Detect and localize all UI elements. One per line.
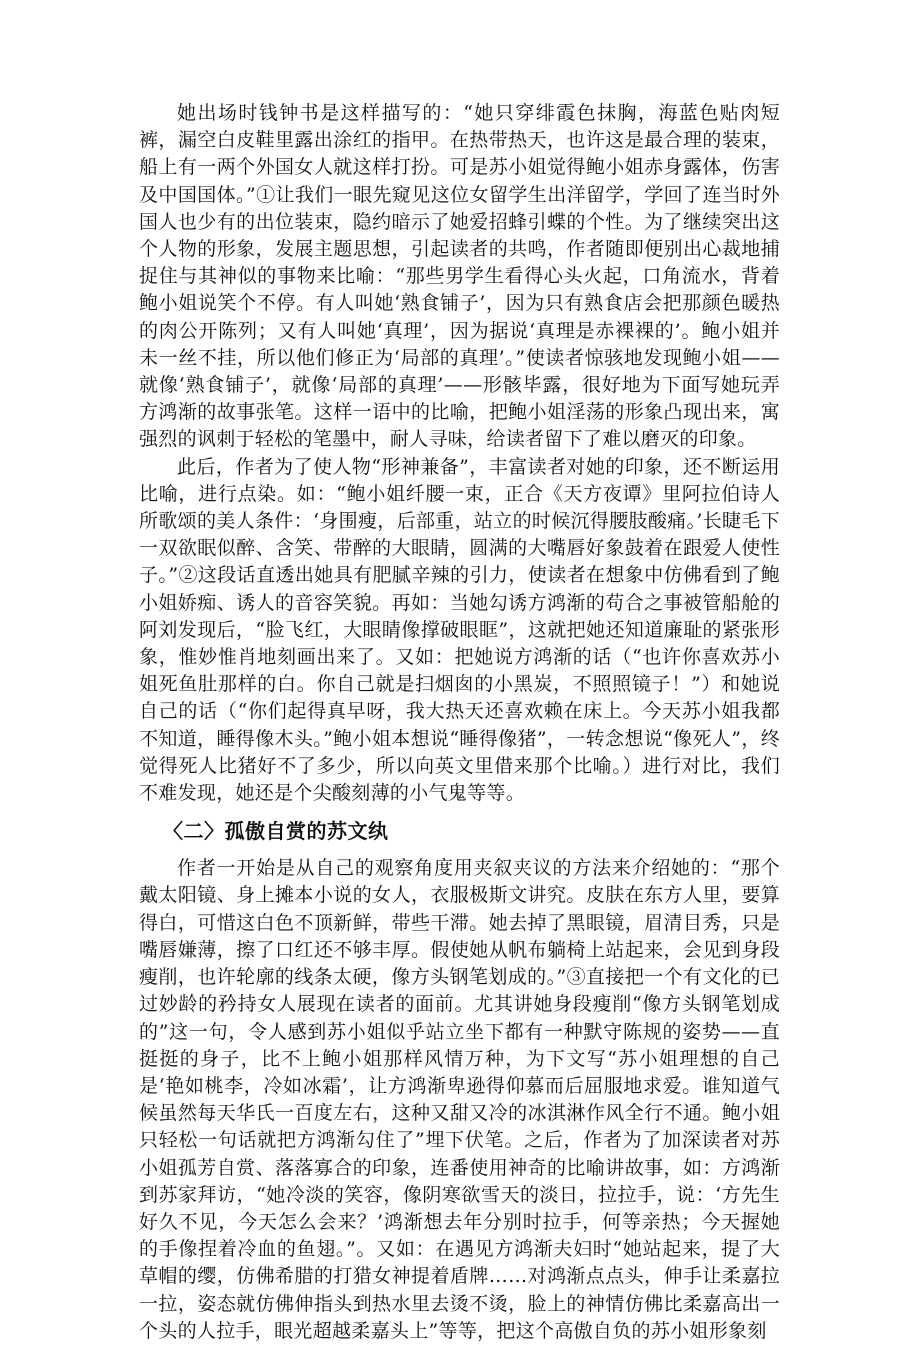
paragraph-bao-intro: 她出场时钱钟书是这样描写的：“她只穿绯霞色抹胸，海蓝色贴肉短裤，漏空白皮鞋里露出涂红的指甲。在热带热天，也许这是最合理的装束，船上有一两个外国女人就这样打扮。可是苏小姐觉得鲍小姐赤身露体，伤害及中国国体。”①让我们一眼先窥见这位女留学生出洋留学，学回了连当时外国人也少有的出位装束，隐约暗示了她爱招蜂引蝶的个性。为了继续突出这个人物的形象，发展主题思想，引起读者的共鸣，作者随即便别出心裁地捕捉住与其神似的事物来比喻：“那些男学生看得心头火起，口角流水，背着鲍小姐说笑个不停。有人叫她‘熟食铺子’，因为只有熟食店会把那颜色暖热的肉公开陈列；又有人叫她‘真理’，因为据说‘真理是赤裸裸的’。鲍小姐并未一丝不挂，所以他们修正为‘局部的真理’。”使读者惊骇地发现鲍小姐——就像‘熟食铺子’，就像‘局部的真理’——形骸毕露，很好地为下面写她玩弄方鸿渐的故事张笔。这样一语中的比喻，把鲍小姐淫荡的形象凸现出来，寓强烈的讽刺于轻松的笔墨中，耐人寻味，给读者留下了难以磨灭的印象。 xyxy=(139,102,780,451)
document-page xyxy=(139,100,780,1345)
paragraph-su-intro: 作者一开始是从自己的观察角度用夹叙夹议的方法来介绍她的：“那个戴太阳镜、身上摊本小说的女人，衣服极斯文讲究。皮肤在东方人里，要算得白，可惜这白色不顶新鲜，带些干滞。她去掉了黑眼镜，眉清目秀，只是嘴唇嫌薄，擦了口红还不够丰厚。假使她从帆布躺椅上站起来，会见到身段瘦削，也许轮廓的线条太硬，像方头钢笔划成的。”③直接把一个有文化的已过妙龄的矜持女人展现在读者的面前。尤其讲她身段瘦削“像方头钢笔划成的”这一句，令人感到苏小姐似乎站立坐下都有一种默守陈规的姿势——直挺挺的身子，比不上鲍小姐那样风情万种，为下文写“苏小姐理想的自己是‘艳如桃李，冷如冰霜’，让方鸿渐卑逊得仰慕而后屈服地求爱。谁知道气候虽然每天华氏一百度左右，这种又甜又冷的冰淇淋作风全行不通。鲍小姐只轻松一句话就把方鸿渐勾住了”埋下伏笔。之后，作者为了加深读者对苏小姐孤芳自赏、落落寡合的印象，连番使用神奇的比喻讲故事，如：方鸿渐到苏家拜访，“她冷淡的笑容，像阴寒欲雪天的淡日，拉拉手，说：‘方先生好久不见，今天怎么会来？’鸿渐想去年分别时拉手，何等亲热；今天握她的手像捏着冷血的鱼翅。”。又如：在遇见方鸿渐夫妇时“她站起来，提了大草帽的缨，仿佛希腊的打猎女神提着盾牌……对鸿渐点点头，伸手让柔嘉拉一拉，姿态就仿佛伸指头到热水里去烫不烫，脸上的神情仿佛比柔嘉高出一个头的人拉手，眼光超越柔嘉头上”等等，把这个高傲自负的苏小姐形象刻 xyxy=(139,857,780,1342)
paragraph-bao-metaphors: 此后，作者为了使人物“形神兼备”，丰富读者对她的印象，还不断运用比喻，进行点染。如：“鲍小姐纤腰一束，正合《天方夜谭》里阿拉伯诗人所歌颂的美人条件：‘身围瘦，后部重，站立的时候沉得腰肢酸痛。’长睫毛下一双欲眠似醉、含笑、带醉的大眼睛，圆满的大嘴唇好象鼓着在跟爱人使性子。”②这段话直透出她具有肥腻辛辣的引力，使读者在想象中仿佛看到了鲍小姐娇痴、诱人的音容笑貌。再如：当她勾诱方鸿渐的苟合之事被管船舱的阿刘发现后，“脸飞红，大眼睛像撑破眼眶”，这就把她还知道廉耻的紧张形象，惟妙惟肖地刻画出来了。又如：把她说方鸿渐的话（“也许你喜欢苏小姐死鱼肚那样的白。你自己就是扫烟囱的小黑炭，不照照镜子！”）和她说自己的话（“你们起得真早呀，我大热天还喜欢赖在床上。今天苏小姐我都不知道，睡得像木头。”鲍小姐本想说“睡得像猪”，一转念想说“像死人”，终觉得死人比猪好不了多少，所以向英文里借来那个比喻。）进行对比，我们不难发现，她还是个尖酸刻薄的小气鬼等等。 xyxy=(139,455,780,805)
section-heading: 〈二〉孤傲自赏的苏文纨 xyxy=(163,819,389,844)
